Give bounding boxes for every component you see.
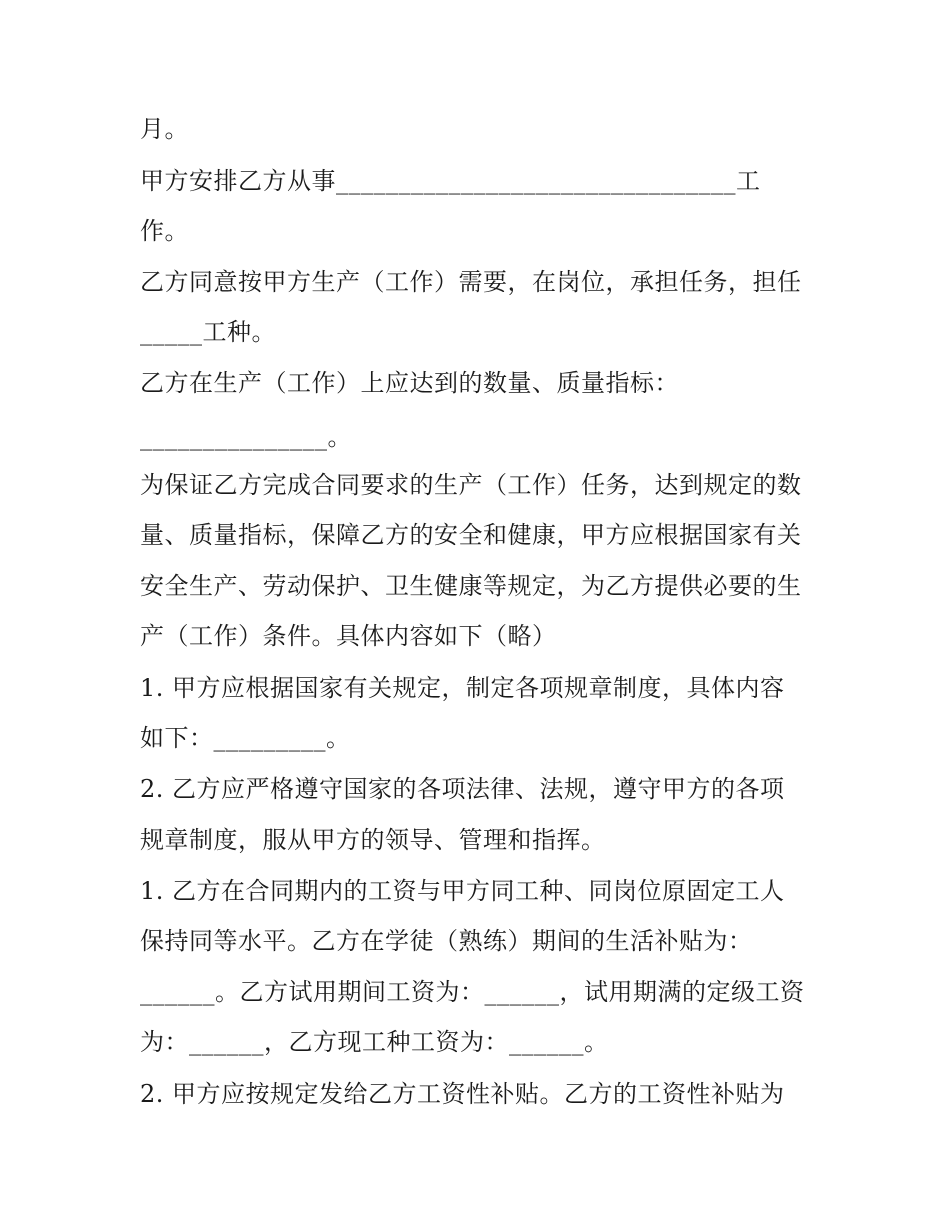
text-line: 1. 乙方在合同期内的工资与甲方同工种、同岗位原固定工人 (140, 877, 785, 905)
text-line: 月。 (140, 115, 189, 143)
text-line: 乙方在生产（工作）上应达到的数量、质量指标： (140, 369, 679, 397)
text-line: 规章制度，服从甲方的领导、管理和指挥。 (140, 826, 606, 854)
text-line: _______________。 (140, 423, 352, 451)
text-line: 为：______，乙方现工种工资为：______。 (140, 1028, 609, 1056)
text-line: 安全生产、劳动保护、卫生健康等规定，为乙方提供必要的生 (140, 572, 802, 600)
text-line: 作。 (140, 217, 189, 245)
text-line: 产（工作）条件。具体内容如下（略） (140, 622, 557, 650)
text-line: 保持同等水平。乙方在学徒（熟练）期间的生活补贴为： (140, 927, 753, 955)
text-line: ______。乙方试用期间工资为：______，试用期满的定级工资 (140, 978, 805, 1006)
text-line: 甲方安排乙方从事________________________________工 (140, 167, 761, 195)
text-line: 为保证乙方完成合同要求的生产（工作）任务，达到规定的数 (140, 471, 802, 499)
text-line: 2. 甲方应按规定发给乙方工资性补贴。乙方的工资性补贴为 (140, 1080, 785, 1108)
text-line: 如下：_________。 (140, 724, 351, 752)
text-line: 量、质量指标，保障乙方的安全和健康，甲方应根据国家有关 (140, 521, 802, 549)
text-line: _____工种。 (140, 318, 276, 346)
text-line: 1. 甲方应根据国家有关规定，制定各项规章制度，具体内容 (140, 674, 785, 702)
text-line: 乙方同意按甲方生产（工作）需要，在岗位，承担任务，担任 (140, 268, 802, 296)
text-line: 2. 乙方应严格遵守国家的各项法律、法规，遵守甲方的各项 (140, 775, 785, 803)
